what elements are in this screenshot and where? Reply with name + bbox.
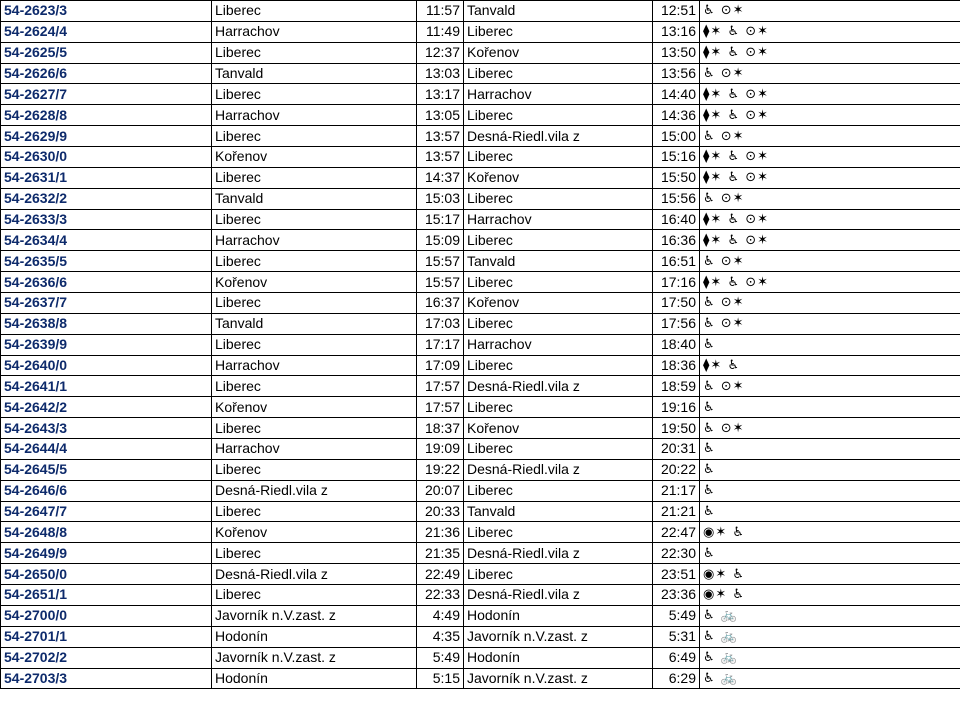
arrival-time: 18:36 bbox=[653, 355, 700, 376]
departure-time: 19:09 bbox=[417, 439, 464, 460]
service-symbols: ♿ 🚲 bbox=[700, 626, 960, 647]
arrival-time: 13:56 bbox=[653, 63, 700, 84]
departure-time: 17:57 bbox=[417, 397, 464, 418]
table-row bbox=[1, 251, 960, 272]
train-number: 54-2641/1 bbox=[1, 376, 212, 397]
arrival-time: 21:17 bbox=[653, 480, 700, 501]
departure-time: 21:35 bbox=[417, 543, 464, 564]
destination-station: Kořenov bbox=[464, 42, 653, 63]
arrival-time: 14:36 bbox=[653, 105, 700, 126]
service-symbols: ♿ bbox=[700, 459, 960, 480]
table-row bbox=[1, 647, 960, 668]
arrival-time: 20:22 bbox=[653, 459, 700, 480]
table-row bbox=[1, 585, 960, 606]
departure-time: 13:57 bbox=[417, 147, 464, 168]
departure-time: 15:57 bbox=[417, 251, 464, 272]
service-symbols: ⧫✶ ♿ ⊙✶ bbox=[700, 272, 960, 293]
train-number: 54-2639/9 bbox=[1, 334, 212, 355]
train-number: 54-2640/0 bbox=[1, 355, 212, 376]
train-number: 54-2701/1 bbox=[1, 626, 212, 647]
departure-time: 13:57 bbox=[417, 126, 464, 147]
departure-time: 15:09 bbox=[417, 230, 464, 251]
destination-station: Desná-Riedl.vila z bbox=[464, 376, 653, 397]
train-number: 54-2645/5 bbox=[1, 459, 212, 480]
origin-station: Harrachov bbox=[212, 439, 417, 460]
departure-time: 16:37 bbox=[417, 293, 464, 314]
train-number: 54-2634/4 bbox=[1, 230, 212, 251]
train-number: 54-2647/7 bbox=[1, 501, 212, 522]
service-symbols: ♿ ⊙✶ bbox=[700, 293, 960, 314]
table-row bbox=[1, 293, 960, 314]
train-number: 54-2651/1 bbox=[1, 585, 212, 606]
origin-station: Liberec bbox=[212, 334, 417, 355]
destination-station: Desná-Riedl.vila z bbox=[464, 543, 653, 564]
departure-time: 18:37 bbox=[417, 418, 464, 439]
table-row bbox=[1, 459, 960, 480]
table-row bbox=[1, 230, 960, 251]
train-number: 54-2627/7 bbox=[1, 84, 212, 105]
origin-station: Liberec bbox=[212, 293, 417, 314]
departure-time: 11:57 bbox=[417, 1, 464, 22]
origin-station: Kořenov bbox=[212, 397, 417, 418]
table-row bbox=[1, 21, 960, 42]
train-number: 54-2623/3 bbox=[1, 1, 212, 22]
departure-time: 20:07 bbox=[417, 480, 464, 501]
table-row bbox=[1, 126, 960, 147]
arrival-time: 6:49 bbox=[653, 647, 700, 668]
service-symbols: ♿ ⊙✶ bbox=[700, 418, 960, 439]
arrival-time: 17:50 bbox=[653, 293, 700, 314]
table-row bbox=[1, 522, 960, 543]
destination-station: Tanvald bbox=[464, 251, 653, 272]
table-row bbox=[1, 501, 960, 522]
origin-station: Liberec bbox=[212, 501, 417, 522]
destination-station: Liberec bbox=[464, 230, 653, 251]
destination-station: Liberec bbox=[464, 313, 653, 334]
service-symbols: ⧫✶ ♿ bbox=[700, 355, 960, 376]
origin-station: Liberec bbox=[212, 376, 417, 397]
destination-station: Hodonín bbox=[464, 647, 653, 668]
destination-station: Liberec bbox=[464, 564, 653, 585]
departure-time: 5:49 bbox=[417, 647, 464, 668]
service-symbols: ◉✶ ♿ bbox=[700, 585, 960, 606]
destination-station: Liberec bbox=[464, 397, 653, 418]
arrival-time: 15:00 bbox=[653, 126, 700, 147]
departure-time: 14:37 bbox=[417, 167, 464, 188]
departure-time: 17:57 bbox=[417, 376, 464, 397]
destination-station: Desná-Riedl.vila z bbox=[464, 126, 653, 147]
destination-station: Liberec bbox=[464, 21, 653, 42]
departure-time: 13:03 bbox=[417, 63, 464, 84]
origin-station: Javorník n.V.zast. z bbox=[212, 605, 417, 626]
service-symbols: ⧫✶ ♿ ⊙✶ bbox=[700, 209, 960, 230]
table-row bbox=[1, 334, 960, 355]
destination-station: Tanvald bbox=[464, 1, 653, 22]
destination-station: Liberec bbox=[464, 522, 653, 543]
service-symbols: ♿ 🚲 bbox=[700, 668, 960, 689]
arrival-time: 15:16 bbox=[653, 147, 700, 168]
table-row bbox=[1, 63, 960, 84]
arrival-time: 5:31 bbox=[653, 626, 700, 647]
arrival-time: 6:29 bbox=[653, 668, 700, 689]
destination-station: Liberec bbox=[464, 480, 653, 501]
departure-time: 22:33 bbox=[417, 585, 464, 606]
origin-station: Harrachov bbox=[212, 105, 417, 126]
destination-station: Harrachov bbox=[464, 209, 653, 230]
origin-station: Tanvald bbox=[212, 63, 417, 84]
table-row bbox=[1, 147, 960, 168]
train-number: 54-2629/9 bbox=[1, 126, 212, 147]
service-symbols: ♿ 🚲 bbox=[700, 647, 960, 668]
train-number: 54-2650/0 bbox=[1, 564, 212, 585]
origin-station: Hodonín bbox=[212, 626, 417, 647]
table-row bbox=[1, 1, 960, 22]
train-number: 54-2628/8 bbox=[1, 105, 212, 126]
table-row bbox=[1, 439, 960, 460]
service-symbols: ♿ bbox=[700, 334, 960, 355]
service-symbols: ♿ ⊙✶ bbox=[700, 376, 960, 397]
train-number: 54-2636/6 bbox=[1, 272, 212, 293]
origin-station: Desná-Riedl.vila z bbox=[212, 564, 417, 585]
table-row bbox=[1, 105, 960, 126]
table-row bbox=[1, 480, 960, 501]
departure-time: 13:05 bbox=[417, 105, 464, 126]
arrival-time: 16:40 bbox=[653, 209, 700, 230]
departure-time: 22:49 bbox=[417, 564, 464, 585]
train-number: 54-2635/5 bbox=[1, 251, 212, 272]
service-symbols: ♿ bbox=[700, 543, 960, 564]
train-number: 54-2643/3 bbox=[1, 418, 212, 439]
table-row bbox=[1, 397, 960, 418]
service-symbols: ♿ ⊙✶ bbox=[700, 251, 960, 272]
destination-station: Harrachov bbox=[464, 84, 653, 105]
arrival-time: 18:40 bbox=[653, 334, 700, 355]
arrival-time: 17:56 bbox=[653, 313, 700, 334]
departure-time: 13:17 bbox=[417, 84, 464, 105]
departure-time: 15:17 bbox=[417, 209, 464, 230]
table-row bbox=[1, 355, 960, 376]
service-symbols: ⧫✶ ♿ ⊙✶ bbox=[700, 42, 960, 63]
destination-station: Liberec bbox=[464, 188, 653, 209]
origin-station: Kořenov bbox=[212, 272, 417, 293]
departure-time: 4:35 bbox=[417, 626, 464, 647]
destination-station: Harrachov bbox=[464, 334, 653, 355]
destination-station: Desná-Riedl.vila z bbox=[464, 459, 653, 480]
departure-time: 12:37 bbox=[417, 42, 464, 63]
arrival-time: 19:50 bbox=[653, 418, 700, 439]
destination-station: Javorník n.V.zast. z bbox=[464, 668, 653, 689]
origin-station: Liberec bbox=[212, 209, 417, 230]
service-symbols: ⧫✶ ♿ ⊙✶ bbox=[700, 167, 960, 188]
arrival-time: 5:49 bbox=[653, 605, 700, 626]
departure-time: 11:49 bbox=[417, 21, 464, 42]
destination-station: Liberec bbox=[464, 439, 653, 460]
destination-station: Javorník n.V.zast. z bbox=[464, 626, 653, 647]
train-number: 54-2630/0 bbox=[1, 147, 212, 168]
arrival-time: 16:36 bbox=[653, 230, 700, 251]
arrival-time: 13:16 bbox=[653, 21, 700, 42]
departure-time: 4:49 bbox=[417, 605, 464, 626]
destination-station: Liberec bbox=[464, 355, 653, 376]
table-row bbox=[1, 84, 960, 105]
origin-station: Liberec bbox=[212, 543, 417, 564]
service-symbols: ♿ ⊙✶ bbox=[700, 313, 960, 334]
origin-station: Tanvald bbox=[212, 313, 417, 334]
table-row bbox=[1, 376, 960, 397]
timetable-body bbox=[1, 1, 960, 689]
destination-station: Liberec bbox=[464, 147, 653, 168]
origin-station: Liberec bbox=[212, 459, 417, 480]
origin-station: Liberec bbox=[212, 251, 417, 272]
train-number: 54-2649/9 bbox=[1, 543, 212, 564]
destination-station: Desná-Riedl.vila z bbox=[464, 585, 653, 606]
table-row bbox=[1, 418, 960, 439]
table-row bbox=[1, 167, 960, 188]
table-row bbox=[1, 188, 960, 209]
origin-station: Desná-Riedl.vila z bbox=[212, 480, 417, 501]
service-symbols: ♿ bbox=[700, 439, 960, 460]
destination-station: Kořenov bbox=[464, 418, 653, 439]
destination-station: Hodonín bbox=[464, 605, 653, 626]
departure-time: 17:17 bbox=[417, 334, 464, 355]
service-symbols: ⧫✶ ♿ ⊙✶ bbox=[700, 105, 960, 126]
table-row bbox=[1, 626, 960, 647]
departure-time: 5:15 bbox=[417, 668, 464, 689]
train-number: 54-2625/5 bbox=[1, 42, 212, 63]
destination-station: Liberec bbox=[464, 63, 653, 84]
arrival-time: 19:16 bbox=[653, 397, 700, 418]
table-row bbox=[1, 668, 960, 689]
destination-station: Kořenov bbox=[464, 293, 653, 314]
origin-station: Tanvald bbox=[212, 188, 417, 209]
origin-station: Kořenov bbox=[212, 147, 417, 168]
service-symbols: ♿ bbox=[700, 480, 960, 501]
origin-station: Liberec bbox=[212, 585, 417, 606]
arrival-time: 14:40 bbox=[653, 84, 700, 105]
service-symbols: ♿ bbox=[700, 501, 960, 522]
origin-station: Liberec bbox=[212, 167, 417, 188]
train-number: 54-2700/0 bbox=[1, 605, 212, 626]
train-number: 54-2633/3 bbox=[1, 209, 212, 230]
service-symbols: ⧫✶ ♿ ⊙✶ bbox=[700, 230, 960, 251]
arrival-time: 18:59 bbox=[653, 376, 700, 397]
service-symbols: ♿ bbox=[700, 397, 960, 418]
arrival-time: 15:50 bbox=[653, 167, 700, 188]
departure-time: 19:22 bbox=[417, 459, 464, 480]
origin-station: Hodonín bbox=[212, 668, 417, 689]
service-symbols: ◉✶ ♿ bbox=[700, 564, 960, 585]
origin-station: Liberec bbox=[212, 418, 417, 439]
table-row bbox=[1, 605, 960, 626]
table-row bbox=[1, 564, 960, 585]
train-number: 54-2703/3 bbox=[1, 668, 212, 689]
arrival-time: 12:51 bbox=[653, 1, 700, 22]
origin-station: Harrachov bbox=[212, 21, 417, 42]
origin-station: Liberec bbox=[212, 126, 417, 147]
table-row bbox=[1, 543, 960, 564]
service-symbols: ⧫✶ ♿ ⊙✶ bbox=[700, 147, 960, 168]
service-symbols: ◉✶ ♿ bbox=[700, 522, 960, 543]
train-number: 54-2631/1 bbox=[1, 167, 212, 188]
train-number: 54-2624/4 bbox=[1, 21, 212, 42]
train-number: 54-2702/2 bbox=[1, 647, 212, 668]
table-row bbox=[1, 313, 960, 334]
train-number: 54-2626/6 bbox=[1, 63, 212, 84]
train-number: 54-2642/2 bbox=[1, 397, 212, 418]
destination-station: Kořenov bbox=[464, 167, 653, 188]
origin-station: Liberec bbox=[212, 1, 417, 22]
train-number: 54-2632/2 bbox=[1, 188, 212, 209]
arrival-time: 22:30 bbox=[653, 543, 700, 564]
service-symbols: ♿ 🚲 bbox=[700, 605, 960, 626]
arrival-time: 20:31 bbox=[653, 439, 700, 460]
arrival-time: 23:51 bbox=[653, 564, 700, 585]
service-symbols: ♿ ⊙✶ bbox=[700, 126, 960, 147]
departure-time: 17:03 bbox=[417, 313, 464, 334]
train-number: 54-2637/7 bbox=[1, 293, 212, 314]
arrival-time: 17:16 bbox=[653, 272, 700, 293]
departure-time: 15:57 bbox=[417, 272, 464, 293]
departure-time: 21:36 bbox=[417, 522, 464, 543]
origin-station: Javorník n.V.zast. z bbox=[212, 647, 417, 668]
service-symbols: ♿ ⊙✶ bbox=[700, 1, 960, 22]
arrival-time: 15:56 bbox=[653, 188, 700, 209]
origin-station: Harrachov bbox=[212, 230, 417, 251]
origin-station: Liberec bbox=[212, 42, 417, 63]
arrival-time: 16:51 bbox=[653, 251, 700, 272]
origin-station: Liberec bbox=[212, 84, 417, 105]
train-number: 54-2638/8 bbox=[1, 313, 212, 334]
departure-time: 17:09 bbox=[417, 355, 464, 376]
service-symbols: ⧫✶ ♿ ⊙✶ bbox=[700, 21, 960, 42]
table-row bbox=[1, 209, 960, 230]
departure-time: 20:33 bbox=[417, 501, 464, 522]
destination-station: Tanvald bbox=[464, 501, 653, 522]
service-symbols: ♿ ⊙✶ bbox=[700, 63, 960, 84]
arrival-time: 23:36 bbox=[653, 585, 700, 606]
origin-station: Kořenov bbox=[212, 522, 417, 543]
departure-time: 15:03 bbox=[417, 188, 464, 209]
service-symbols: ⧫✶ ♿ ⊙✶ bbox=[700, 84, 960, 105]
table-row bbox=[1, 42, 960, 63]
train-number: 54-2644/4 bbox=[1, 439, 212, 460]
table-row bbox=[1, 272, 960, 293]
destination-station: Liberec bbox=[464, 105, 653, 126]
arrival-time: 21:21 bbox=[653, 501, 700, 522]
train-number: 54-2646/6 bbox=[1, 480, 212, 501]
service-symbols: ♿ ⊙✶ bbox=[700, 188, 960, 209]
train-number: 54-2648/8 bbox=[1, 522, 212, 543]
arrival-time: 13:50 bbox=[653, 42, 700, 63]
arrival-time: 22:47 bbox=[653, 522, 700, 543]
destination-station: Liberec bbox=[464, 272, 653, 293]
origin-station: Harrachov bbox=[212, 355, 417, 376]
